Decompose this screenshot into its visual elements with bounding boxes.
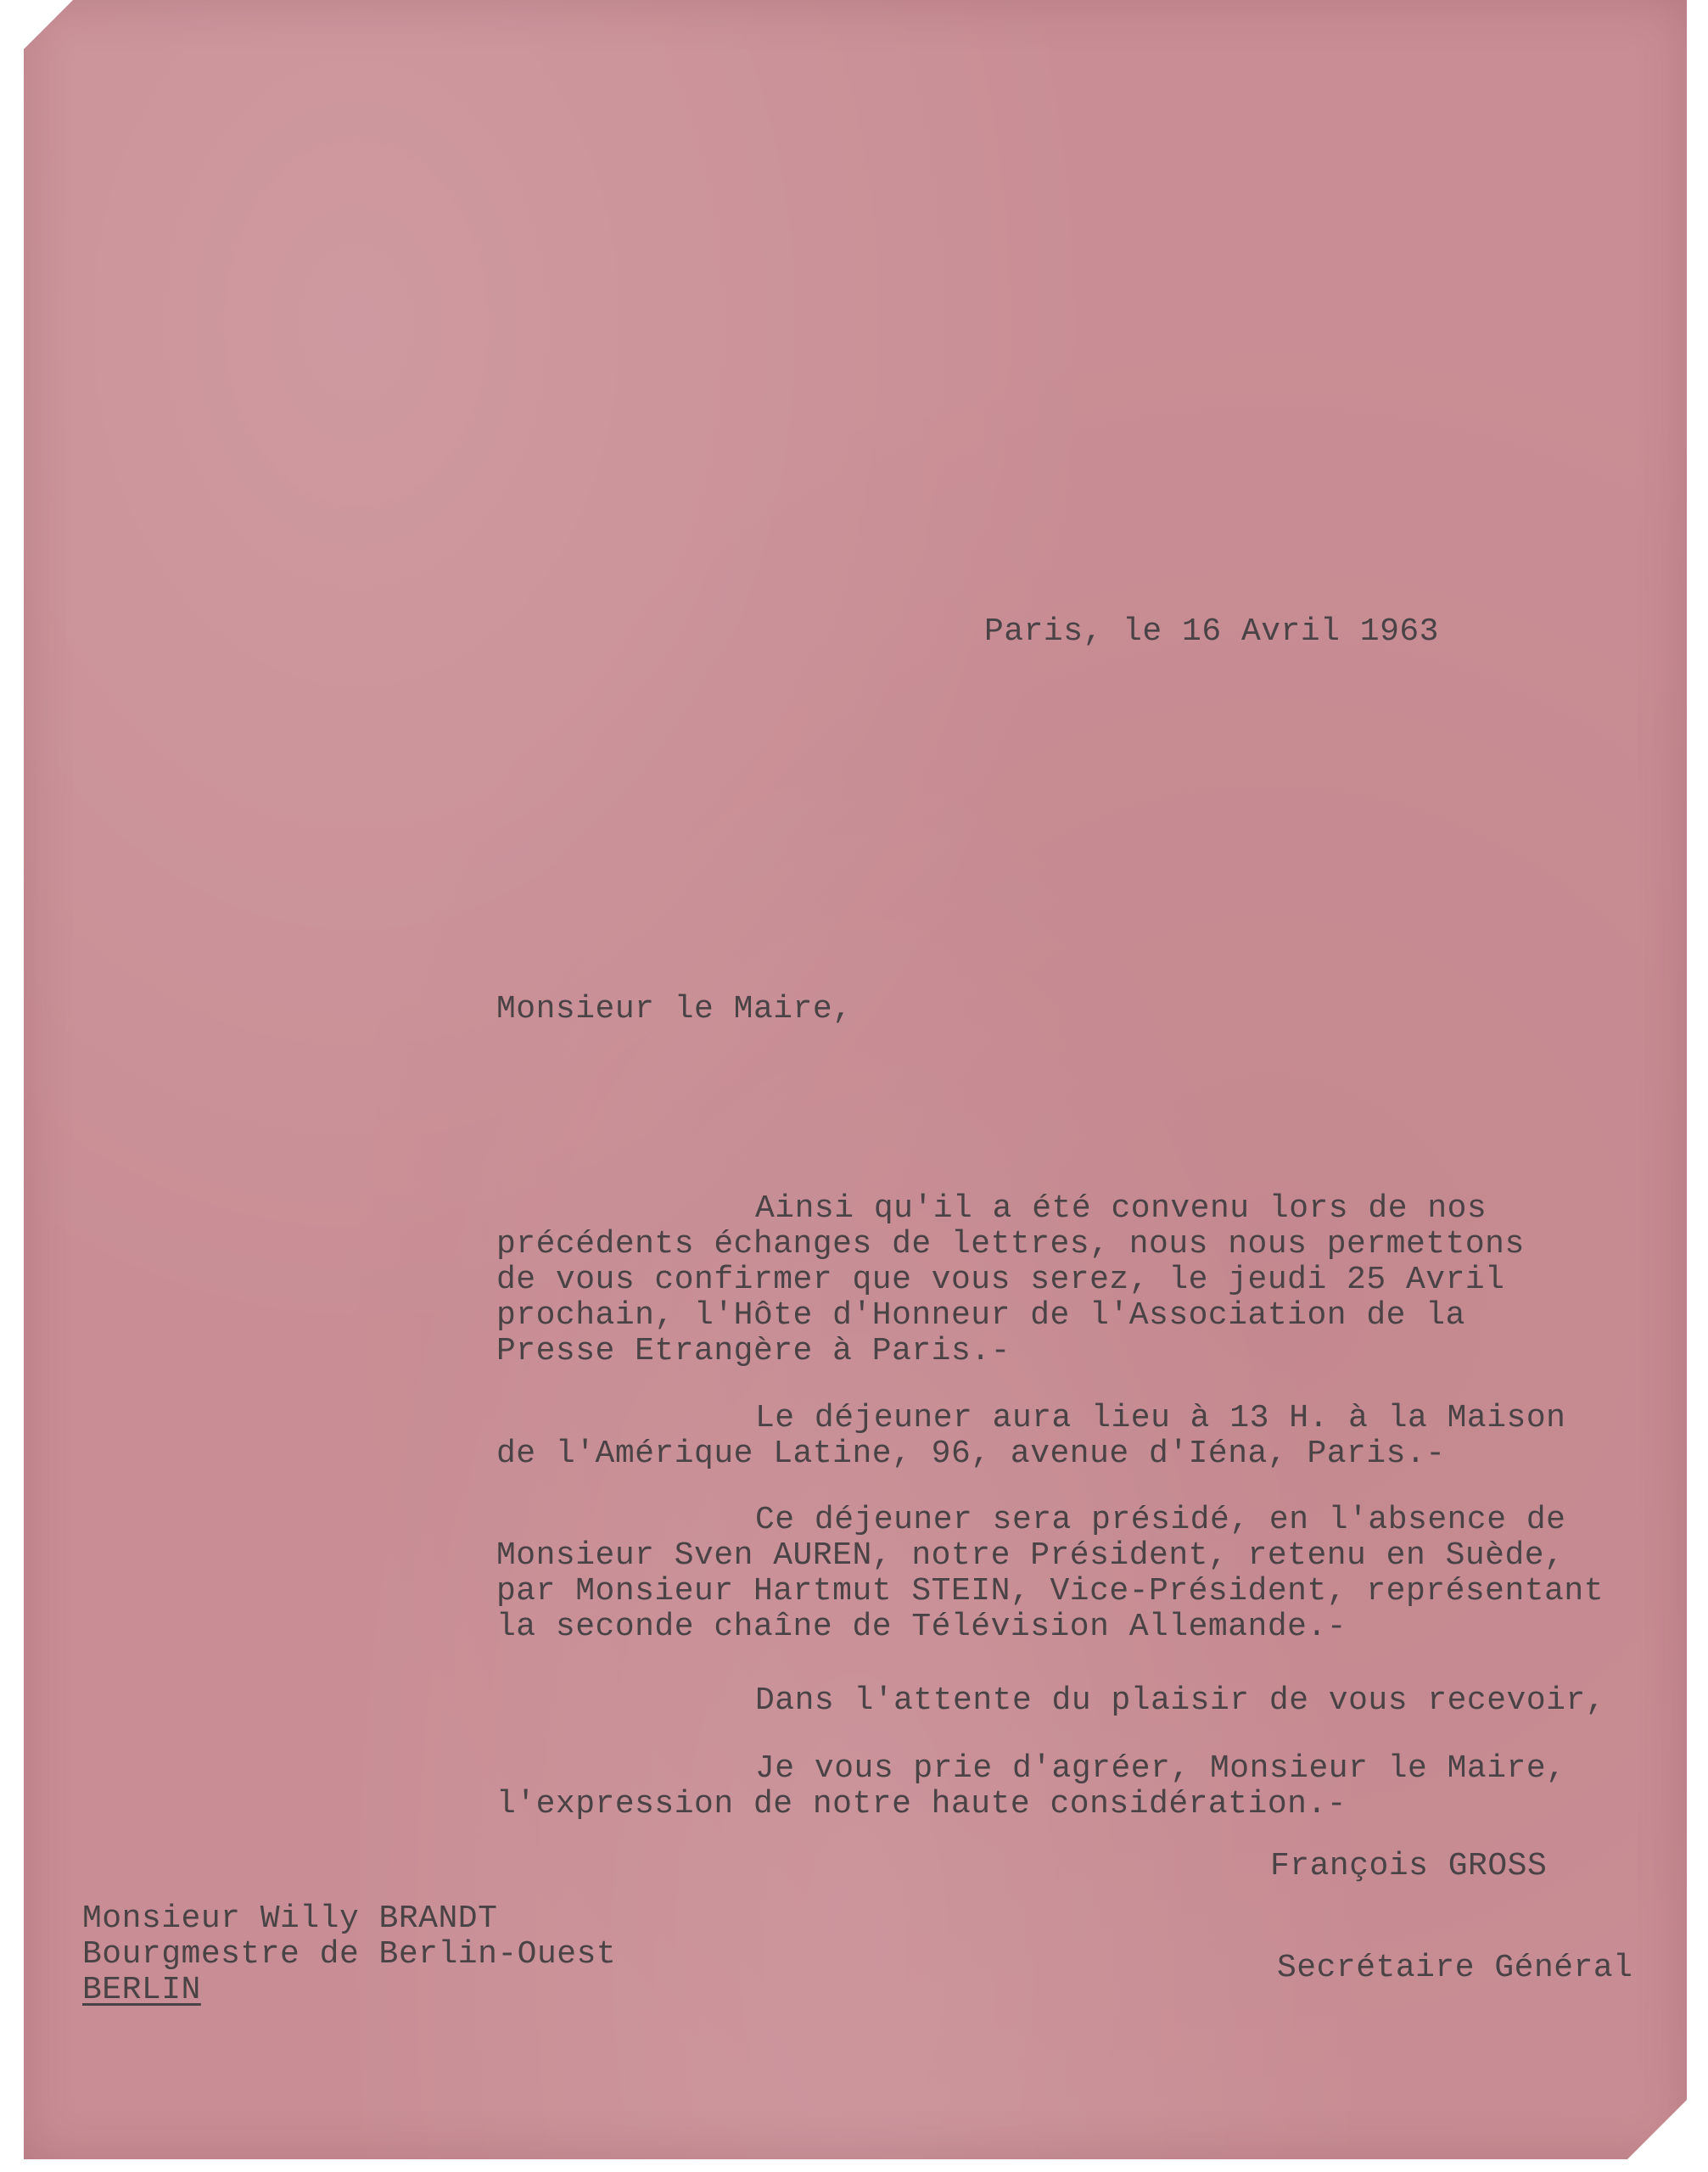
paragraph-5-line-2: l'expression de notre haute considération.- <box>496 1786 1347 1822</box>
paragraph-2-line-2: de l'Amérique Latine, 96, avenue d'Iéna, Paris.- <box>496 1436 1446 1472</box>
recipient-name: Monsieur Willy BRANDT <box>82 1900 498 1937</box>
paragraph-1-line-2: précédents échanges de lettres, nous nous permettons <box>496 1226 1525 1262</box>
paragraph-3-line-2: Monsieur Sven AUREN, notre Président, retenu en Suède, <box>496 1537 1565 1574</box>
paragraph-3-line-4: la seconde chaîne de Télévision Allemande.- <box>496 1609 1347 1645</box>
letter-date: Paris, le 16 Avril 1963 <box>984 613 1439 650</box>
paragraph-1-line-5: Presse Etrangère à Paris.- <box>496 1333 1011 1369</box>
folded-corner-top-left <box>24 0 73 49</box>
letter-salutation: Monsieur le Maire, <box>496 991 853 1027</box>
paragraph-1-line-4: prochain, l'Hôte d'Honneur de l'Association de la <box>496 1297 1465 1334</box>
paragraph-3-line-1: Ce déjeuner sera présidé, en l'absence de <box>755 1502 1566 1538</box>
recipient-title: Bourgmestre de Berlin-Ouest <box>82 1936 617 1973</box>
signature-title: Secrétaire Général <box>1277 1950 1633 1986</box>
paragraph-1-line-1: Ainsi qu'il a été convenu lors de nos <box>755 1190 1487 1227</box>
paragraph-5-line-1: Je vous prie d'agréer, Monsieur le Maire, <box>755 1750 1566 1787</box>
folded-corner-bottom-right <box>1627 2100 1687 2159</box>
paragraph-2-line-1: Le déjeuner aura lieu à 13 H. à la Maison <box>755 1400 1566 1436</box>
paragraph-3-line-3: par Monsieur Hartmut STEIN, Vice-Président, représentant <box>496 1573 1604 1609</box>
recipient-city: BERLIN <box>82 1972 201 2008</box>
signature-name: François GROSS <box>1270 1848 1548 1884</box>
letter-sheet <box>24 0 1687 2159</box>
paragraph-4-line-1: Dans l'attente du plaisir de vous recevoir, <box>755 1682 1606 1719</box>
paragraph-1-line-3: de vous confirmer que vous serez, le jeudi 25 Avril <box>496 1262 1505 1298</box>
